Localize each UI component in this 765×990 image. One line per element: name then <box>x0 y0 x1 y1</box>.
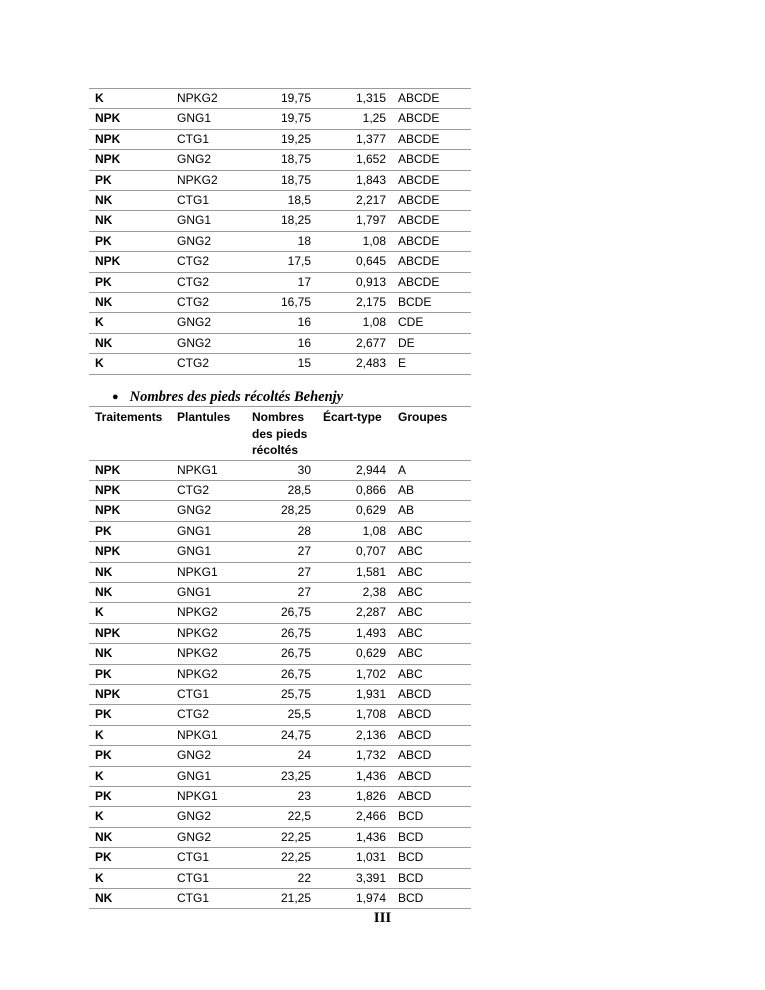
cell-value: 24,75 <box>246 725 317 745</box>
cell-value: 26,75 <box>246 664 317 684</box>
cell-traitement: NK <box>89 889 171 909</box>
cell-value: 19,75 <box>246 109 317 129</box>
table-row <box>89 766 471 786</box>
cell-plantule: NPKG2 <box>171 623 246 643</box>
table-row <box>89 231 471 251</box>
table-row <box>89 129 471 149</box>
cell-groupe: ABCDE <box>392 109 471 129</box>
cell-ecart-type: 1,826 <box>317 787 392 807</box>
cell-groupe: ABC <box>392 582 471 602</box>
table-row <box>89 807 471 827</box>
cell-plantule: NPKG2 <box>171 603 246 623</box>
cell-groupe: ABCDE <box>392 252 471 272</box>
cell-traitement: NPK <box>89 460 171 480</box>
cell-traitement: NK <box>89 582 171 602</box>
cell-plantule: GNG1 <box>171 109 246 129</box>
cell-value: 16,75 <box>246 293 317 313</box>
cell-ecart-type: 0,645 <box>317 252 392 272</box>
cell-traitement: NPK <box>89 109 171 129</box>
cell-ecart-type: 1,797 <box>317 211 392 231</box>
cell-plantule: GNG1 <box>171 766 246 786</box>
cell-traitement: K <box>89 313 171 333</box>
cell-groupe: ABCDE <box>392 272 471 292</box>
cell-ecart-type: 2,466 <box>317 807 392 827</box>
cell-value: 26,75 <box>246 623 317 643</box>
cell-groupe: BCD <box>392 889 471 909</box>
cell-value: 26,75 <box>246 644 317 664</box>
cell-ecart-type: 1,732 <box>317 746 392 766</box>
cell-plantule: GNG2 <box>171 333 246 353</box>
table-row <box>89 787 471 807</box>
cell-ecart-type: 0,707 <box>317 542 392 562</box>
cell-groupe: ABC <box>392 542 471 562</box>
cell-value: 18 <box>246 231 317 251</box>
table-row <box>89 333 471 353</box>
cell-groupe: ABCD <box>392 766 471 786</box>
cell-traitement: NPK <box>89 501 171 521</box>
cell-plantule: CTG1 <box>171 848 246 868</box>
cell-value: 22 <box>246 868 317 888</box>
cell-plantule: GNG1 <box>171 582 246 602</box>
cell-ecart-type: 1,702 <box>317 664 392 684</box>
cell-traitement: NPK <box>89 129 171 149</box>
cell-traitement: PK <box>89 272 171 292</box>
cell-groupe: ABC <box>392 664 471 684</box>
cell-ecart-type: 1,843 <box>317 170 392 190</box>
table-row <box>89 354 471 374</box>
table-row <box>89 211 471 231</box>
harvested-plants-table-body <box>89 460 471 909</box>
cell-ecart-type: 2,38 <box>317 582 392 602</box>
cell-ecart-type: 2,217 <box>317 191 392 211</box>
cell-groupe: ABCDE <box>392 150 471 170</box>
results-table-top-body <box>89 89 471 375</box>
cell-value: 16 <box>246 333 317 353</box>
cell-groupe: BCD <box>392 868 471 888</box>
table-row <box>89 252 471 272</box>
cell-ecart-type: 0,629 <box>317 644 392 664</box>
cell-traitement: PK <box>89 746 171 766</box>
cell-plantule: GNG2 <box>171 746 246 766</box>
table-row <box>89 623 471 643</box>
cell-plantule: CTG1 <box>171 191 246 211</box>
cell-traitement: NK <box>89 211 171 231</box>
cell-groupe: A <box>392 460 471 480</box>
cell-value: 18,25 <box>246 211 317 231</box>
table-row <box>89 460 471 480</box>
cell-ecart-type: 0,866 <box>317 480 392 500</box>
cell-value: 25,5 <box>246 705 317 725</box>
table-row <box>89 603 471 623</box>
cell-ecart-type: 1,25 <box>317 109 392 129</box>
cell-groupe: E <box>392 354 471 374</box>
cell-groupe: DE <box>392 333 471 353</box>
cell-ecart-type: 1,652 <box>317 150 392 170</box>
cell-plantule: GNG1 <box>171 211 246 231</box>
cell-traitement: K <box>89 868 171 888</box>
cell-traitement: NK <box>89 562 171 582</box>
cell-ecart-type: 1,581 <box>317 562 392 582</box>
cell-ecart-type: 1,08 <box>317 521 392 541</box>
cell-plantule: NPKG1 <box>171 787 246 807</box>
cell-groupe: ABCDE <box>392 231 471 251</box>
table-row <box>89 725 471 745</box>
cell-ecart-type: 1,931 <box>317 684 392 704</box>
table-row <box>89 170 471 190</box>
cell-value: 22,25 <box>246 827 317 847</box>
cell-ecart-type: 1,08 <box>317 313 392 333</box>
cell-value: 24 <box>246 746 317 766</box>
cell-groupe: ABCD <box>392 705 471 725</box>
cell-value: 27 <box>246 562 317 582</box>
cell-traitement: NK <box>89 644 171 664</box>
cell-groupe: ABCD <box>392 787 471 807</box>
cell-ecart-type: 1,436 <box>317 766 392 786</box>
cell-groupe: ABC <box>392 603 471 623</box>
table-row <box>89 644 471 664</box>
cell-value: 17,5 <box>246 252 317 272</box>
cell-plantule: GNG2 <box>171 231 246 251</box>
cell-groupe: CDE <box>392 313 471 333</box>
cell-groupe: BCD <box>392 848 471 868</box>
cell-traitement: PK <box>89 664 171 684</box>
cell-value: 22,5 <box>246 807 317 827</box>
cell-value: 21,25 <box>246 889 317 909</box>
cell-traitement: PK <box>89 787 171 807</box>
table-row <box>89 562 471 582</box>
cell-groupe: ABC <box>392 562 471 582</box>
header-groupes: Groupes <box>392 407 471 461</box>
results-table-top <box>89 88 471 375</box>
table-row <box>89 109 471 129</box>
table-row <box>89 89 471 109</box>
table-row <box>89 827 471 847</box>
cell-groupe: ABC <box>392 521 471 541</box>
cell-groupe: ABCD <box>392 684 471 704</box>
table-row <box>89 705 471 725</box>
cell-plantule: CTG2 <box>171 272 246 292</box>
cell-value: 18,5 <box>246 191 317 211</box>
cell-ecart-type: 1,436 <box>317 827 392 847</box>
cell-traitement: NK <box>89 191 171 211</box>
cell-traitement: PK <box>89 521 171 541</box>
cell-traitement: PK <box>89 231 171 251</box>
cell-traitement: NPK <box>89 623 171 643</box>
cell-traitement: NPK <box>89 480 171 500</box>
table-row <box>89 501 471 521</box>
cell-groupe: BCD <box>392 807 471 827</box>
cell-ecart-type: 2,287 <box>317 603 392 623</box>
cell-plantule: CTG1 <box>171 684 246 704</box>
cell-plantule: NPKG1 <box>171 460 246 480</box>
cell-value: 19,25 <box>246 129 317 149</box>
cell-plantule: GNG2 <box>171 827 246 847</box>
cell-ecart-type: 1,493 <box>317 623 392 643</box>
cell-groupe: AB <box>392 501 471 521</box>
header-ecart-type: Écart-type <box>317 407 392 461</box>
cell-traitement: K <box>89 807 171 827</box>
cell-traitement: NPK <box>89 542 171 562</box>
cell-traitement: NPK <box>89 684 171 704</box>
cell-plantule: CTG2 <box>171 252 246 272</box>
cell-groupe: AB <box>392 480 471 500</box>
cell-groupe: BCDE <box>392 293 471 313</box>
cell-value: 19,75 <box>246 89 317 109</box>
cell-ecart-type: 2,483 <box>317 354 392 374</box>
table-row <box>89 293 471 313</box>
cell-plantule: CTG2 <box>171 354 246 374</box>
cell-plantule: CTG1 <box>171 129 246 149</box>
cell-ecart-type: 1,974 <box>317 889 392 909</box>
cell-traitement: NK <box>89 293 171 313</box>
cell-traitement: PK <box>89 170 171 190</box>
cell-value: 25,75 <box>246 684 317 704</box>
cell-plantule: NPKG2 <box>171 170 246 190</box>
cell-plantule: NPKG1 <box>171 725 246 745</box>
header-traitements: Traitements <box>89 407 171 461</box>
table-row <box>89 480 471 500</box>
harvested-plants-table <box>89 406 471 909</box>
cell-traitement: NPK <box>89 150 171 170</box>
cell-traitement: K <box>89 766 171 786</box>
cell-value: 15 <box>246 354 317 374</box>
cell-groupe: ABCD <box>392 725 471 745</box>
cell-groupe: ABCDE <box>392 170 471 190</box>
cell-groupe: BCD <box>392 827 471 847</box>
cell-value: 26,75 <box>246 603 317 623</box>
cell-plantule: GNG1 <box>171 521 246 541</box>
table-row <box>89 150 471 170</box>
cell-traitement: K <box>89 354 171 374</box>
cell-groupe: ABCD <box>392 746 471 766</box>
table-row <box>89 521 471 541</box>
cell-traitement: NK <box>89 333 171 353</box>
cell-plantule: CTG2 <box>171 705 246 725</box>
cell-ecart-type: 2,136 <box>317 725 392 745</box>
cell-plantule: GNG2 <box>171 807 246 827</box>
cell-value: 16 <box>246 313 317 333</box>
cell-plantule: NPKG2 <box>171 664 246 684</box>
cell-plantule: CTG1 <box>171 868 246 888</box>
cell-value: 22,25 <box>246 848 317 868</box>
cell-traitement: NPK <box>89 252 171 272</box>
cell-plantule: NPKG1 <box>171 562 246 582</box>
cell-value: 23 <box>246 787 317 807</box>
cell-traitement: K <box>89 603 171 623</box>
cell-value: 30 <box>246 460 317 480</box>
cell-value: 27 <box>246 582 317 602</box>
cell-ecart-type: 1,708 <box>317 705 392 725</box>
cell-ecart-type: 0,629 <box>317 501 392 521</box>
cell-value: 28,25 <box>246 501 317 521</box>
cell-plantule: NPKG2 <box>171 644 246 664</box>
table-row <box>89 272 471 292</box>
cell-groupe: ABCDE <box>392 89 471 109</box>
table-row <box>89 191 471 211</box>
cell-groupe: ABC <box>392 623 471 643</box>
cell-value: 17 <box>246 272 317 292</box>
cell-traitement: NK <box>89 827 171 847</box>
cell-value: 28 <box>246 521 317 541</box>
table-row <box>89 868 471 888</box>
table-row <box>89 313 471 333</box>
cell-ecart-type: 1,031 <box>317 848 392 868</box>
cell-groupe: ABCDE <box>392 191 471 211</box>
cell-groupe: ABCDE <box>392 211 471 231</box>
header-nombres: Nombres des pieds récoltés <box>246 407 317 461</box>
section-title <box>112 389 343 406</box>
cell-value: 27 <box>246 542 317 562</box>
cell-ecart-type: 1,315 <box>317 89 392 109</box>
cell-value: 18,75 <box>246 150 317 170</box>
cell-plantule: CTG1 <box>171 889 246 909</box>
table-header-row <box>89 407 471 461</box>
cell-ecart-type: 0,913 <box>317 272 392 292</box>
table-row <box>89 889 471 909</box>
section-title-text: Nombres des pieds récoltés Behenjy <box>129 389 344 405</box>
cell-plantule: NPKG2 <box>171 89 246 109</box>
cell-plantule: GNG2 <box>171 313 246 333</box>
cell-value: 23,25 <box>246 766 317 786</box>
cell-ecart-type: 2,175 <box>317 293 392 313</box>
cell-plantule: CTG2 <box>171 480 246 500</box>
cell-ecart-type: 2,944 <box>317 460 392 480</box>
header-plantules: Plantules <box>171 407 246 461</box>
cell-traitement: PK <box>89 705 171 725</box>
cell-plantule: GNG2 <box>171 501 246 521</box>
cell-value: 18,75 <box>246 170 317 190</box>
table-row <box>89 582 471 602</box>
cell-traitement: K <box>89 725 171 745</box>
cell-plantule: GNG1 <box>171 542 246 562</box>
bullet-icon: ● <box>112 391 119 403</box>
cell-ecart-type: 1,08 <box>317 231 392 251</box>
cell-traitement: K <box>89 89 171 109</box>
cell-plantule: CTG2 <box>171 293 246 313</box>
table-row <box>89 664 471 684</box>
cell-traitement: PK <box>89 848 171 868</box>
cell-groupe: ABC <box>392 644 471 664</box>
page-number: III <box>373 910 392 926</box>
table-row <box>89 542 471 562</box>
table-row <box>89 746 471 766</box>
table-row <box>89 848 471 868</box>
cell-ecart-type: 2,677 <box>317 333 392 353</box>
cell-plantule: GNG2 <box>171 150 246 170</box>
table-row <box>89 684 471 704</box>
cell-ecart-type: 3,391 <box>317 868 392 888</box>
cell-groupe: ABCDE <box>392 129 471 149</box>
cell-value: 28,5 <box>246 480 317 500</box>
cell-ecart-type: 1,377 <box>317 129 392 149</box>
